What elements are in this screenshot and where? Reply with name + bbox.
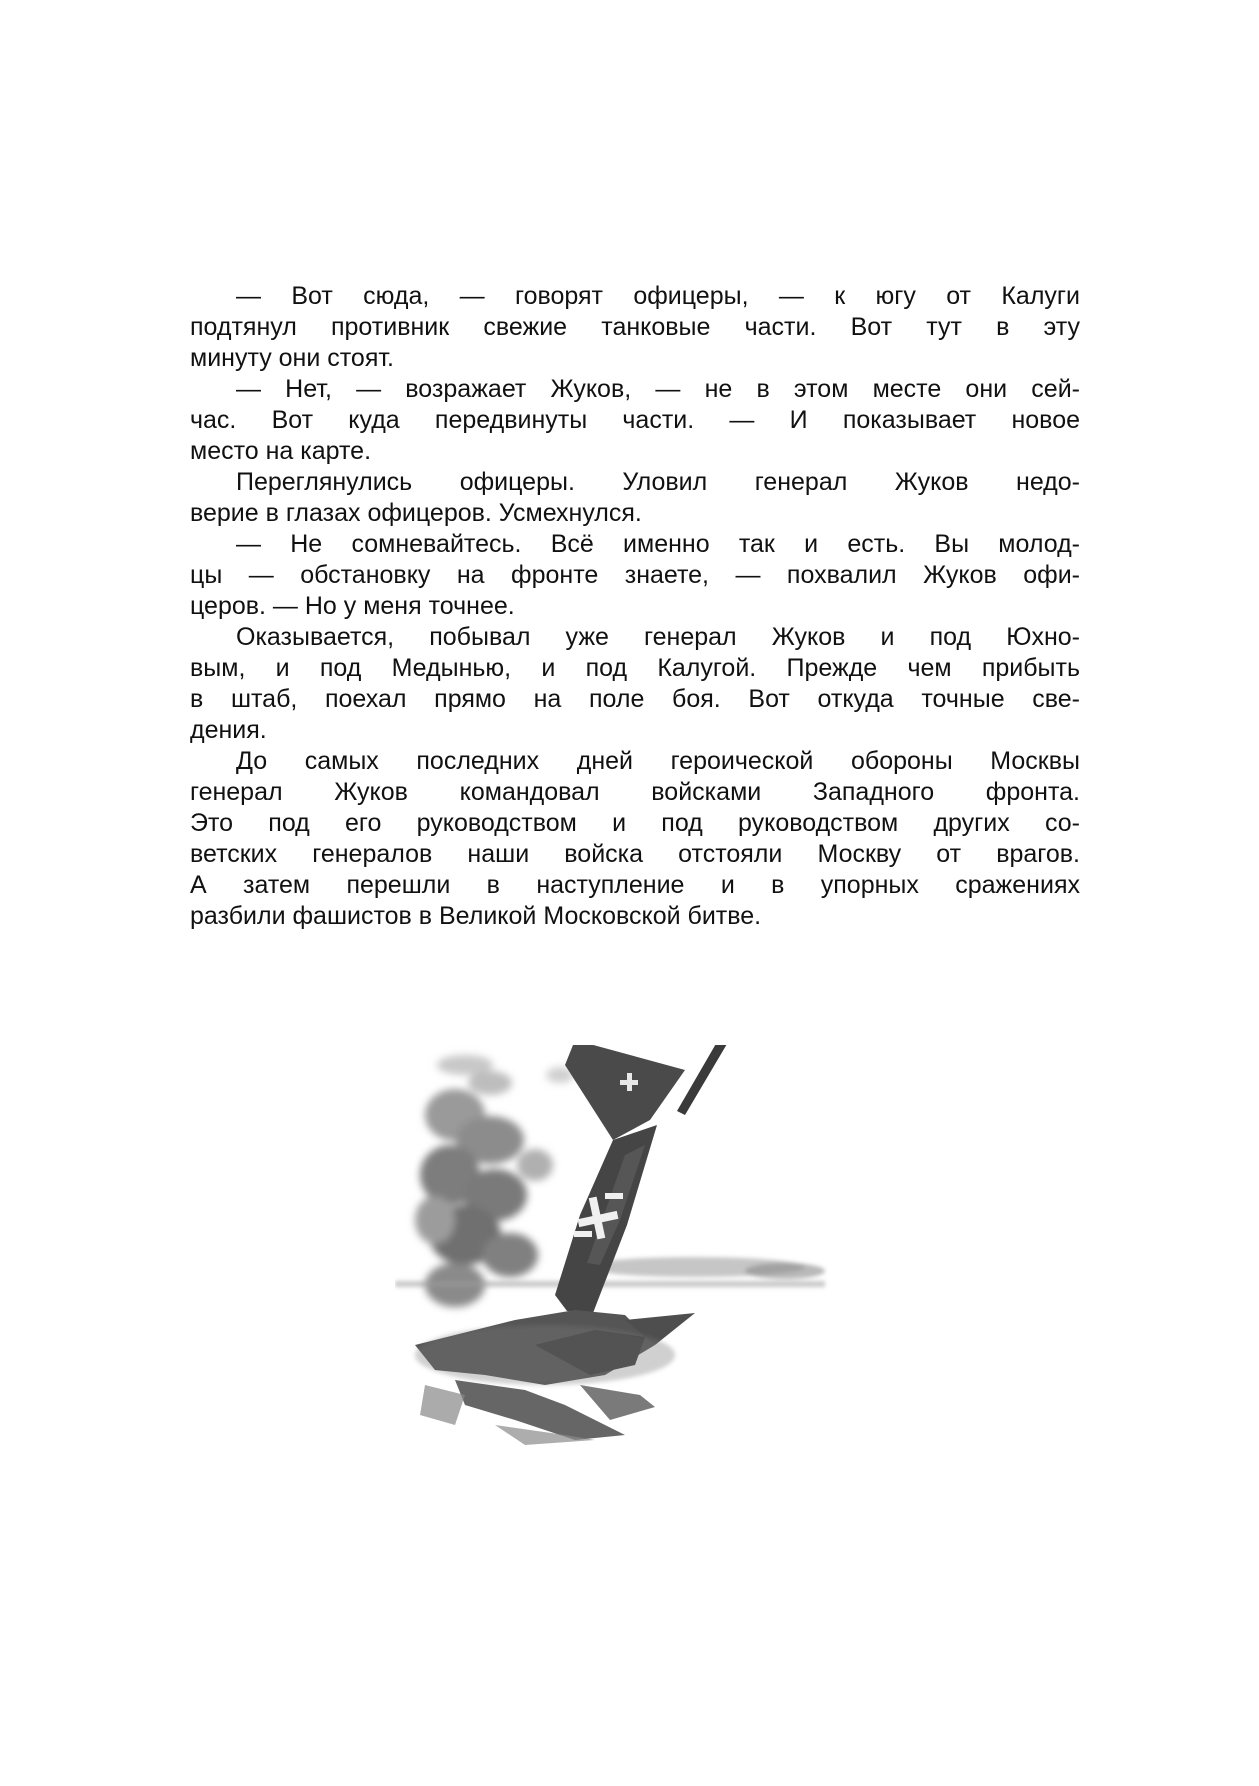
text-line: церов. — Но у меня точнее.	[190, 592, 515, 620]
text-line: До самых последних дней героической обороны Москвы	[236, 747, 1080, 775]
body-text	[190, 281, 1080, 932]
text-line: час. Вот куда передвинуты части. — И показывает новое	[190, 406, 1080, 434]
text-line: в штаб, поехал прямо на поле боя. Вот откуда точные све-	[190, 685, 1080, 713]
text-line: цы — обстановку на фронте знаете, — похвалил Жуков офи-	[190, 561, 1080, 589]
text-line: — Нет, — возражает Жуков, — не в этом месте они сей-	[236, 375, 1080, 403]
text-line: вым, и под Медынью, и под Калугой. Прежде чем прибыть	[190, 654, 1080, 682]
text-line: генерал Жуков командовал войсками Западного фронта.	[190, 778, 1080, 806]
text-line: место на карте.	[190, 437, 372, 465]
ground-shadow	[415, 1325, 675, 1385]
text-line: Переглянулись офицеры. Уловил генерал Жуков недо-	[236, 468, 1080, 496]
smoke-cloud	[415, 1055, 574, 1307]
text-line: — Вот сюда, — говорят офицеры, — к югу от Калуги	[236, 282, 1080, 310]
text-line: разбили фашистов в Великой Московской битве.	[190, 902, 762, 930]
crashed-plane-drawing	[395, 1045, 935, 1525]
text-line: А затем перешли в наступление и в упорных сражениях	[190, 871, 1080, 899]
text-line: подтянул противник свежие танковые части. Вот тут в эту	[190, 313, 1080, 341]
crashed-plane-illustration	[395, 1045, 935, 1525]
text-line: дения.	[190, 716, 267, 744]
text-line: минуту они стоят.	[190, 344, 394, 372]
text-line: Оказывается, побывал уже генерал Жуков и под Юхно-	[236, 623, 1080, 651]
text-line: Это под его руководством и под руководством других со-	[190, 809, 1080, 837]
text-line: — Не сомневайтесь. Всё именно так и есть. Вы молод-	[236, 530, 1080, 558]
text-line: ветских генералов наши войска отстояли Москву от врагов.	[190, 840, 1080, 868]
text-line: верие в глазах офицеров. Усмехнулся.	[190, 499, 642, 527]
